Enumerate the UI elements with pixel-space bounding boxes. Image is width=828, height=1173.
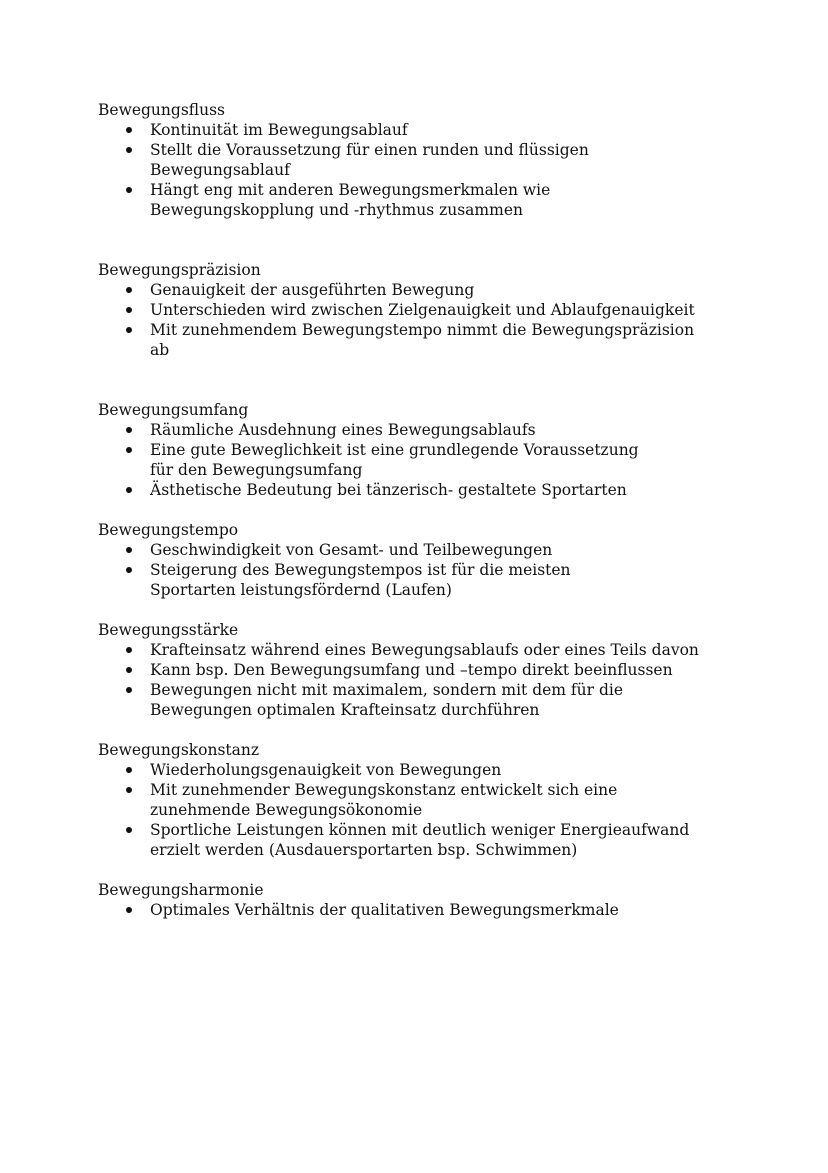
bullet-icon <box>126 447 132 453</box>
list-item <box>150 900 718 920</box>
bullet-icon <box>126 567 132 573</box>
list-item-text: Geschwindigkeit von Gesamt- und Teilbewegungen <box>150 541 553 559</box>
list-item-text: Sportliche Leistungen können mit deutlich weniger Energieaufwand erzielt werden (Ausdauersportarten bsp. Schwimmen) <box>150 821 690 859</box>
bullet-list <box>98 640 718 720</box>
section-heading: Bewegungspräzision <box>98 261 261 279</box>
bullet-icon <box>126 547 132 553</box>
bullet-icon <box>126 667 132 673</box>
bullet-icon <box>126 647 132 653</box>
list-item-text: Unterschieden wird zwischen Zielgenauigkeit und Ablaufgenauigkeit <box>150 301 695 319</box>
bullet-icon <box>126 127 132 133</box>
list-item <box>150 440 718 480</box>
list-item-text: Kann bsp. Den Bewegungsumfang und –tempo direkt beeinflussen <box>150 661 673 679</box>
section-bewegungstempo <box>98 520 718 600</box>
list-item <box>150 660 718 680</box>
list-item-text: Hängt eng mit anderen Bewegungsmerkmalen wie Bewegungskopplung und -rhythmus zusammen <box>150 181 551 219</box>
list-item <box>150 480 718 500</box>
list-item <box>150 760 718 780</box>
bullet-list <box>98 900 718 920</box>
list-item-text: Bewegungen nicht mit maximalem, sondern mit dem für die Bewegungen optimalen Krafteinsatz durchführen <box>150 681 624 719</box>
bullet-icon <box>126 787 132 793</box>
list-item <box>150 680 718 720</box>
list-item-text: Wiederholungsgenauigkeit von Bewegungen <box>150 761 502 779</box>
list-item <box>150 120 718 140</box>
bullet-icon <box>126 907 132 913</box>
bullet-list <box>98 120 718 220</box>
list-item-text: Eine gute Beweglichkeit ist eine grundlegende Voraussetzung für den Bewegungsumfang <box>150 441 639 479</box>
bullet-list <box>98 280 718 360</box>
list-item-text: Stellt die Voraussetzung für einen runden und flüssigen Bewegungsablauf <box>150 141 589 179</box>
list-item <box>150 640 718 660</box>
list-item-text: Kontinuität im Bewegungsablauf <box>150 121 408 139</box>
list-item-text: Ästhetische Bedeutung bei tänzerisch- gestaltete Sportarten <box>150 481 627 499</box>
section-bewegungsharmonie <box>98 880 718 920</box>
bullet-icon <box>126 767 132 773</box>
list-item-text: Steigerung des Bewegungstempos ist für die meisten Sportarten leistungsfördernd (Laufen) <box>150 561 571 599</box>
list-item <box>150 540 718 560</box>
section-heading: Bewegungsumfang <box>98 401 249 419</box>
list-item-text: Mit zunehmendem Bewegungstempo nimmt die Bewegungspräzision ab <box>150 321 695 359</box>
list-item-text: Mit zunehmender Bewegungskonstanz entwickelt sich eine zunehmende Bewegungsökonomie <box>150 781 618 819</box>
list-item-text: Genauigkeit der ausgeführten Bewegung <box>150 281 475 299</box>
section-bewegungspraezision <box>98 260 718 360</box>
bullet-icon <box>126 307 132 313</box>
bullet-icon <box>126 187 132 193</box>
bullet-icon <box>126 327 132 333</box>
list-item <box>150 820 718 860</box>
bullet-list <box>98 420 718 500</box>
bullet-icon <box>126 287 132 293</box>
list-item <box>150 420 718 440</box>
bullet-list <box>98 760 718 860</box>
list-item-text: Optimales Verhältnis der qualitativen Bewegungsmerkmale <box>150 901 619 919</box>
list-item-text: Krafteinsatz während eines Bewegungsablaufs oder eines Teils davon <box>150 641 699 659</box>
list-item <box>150 140 718 180</box>
section-bewegungsstaerke <box>98 620 718 720</box>
section-heading: Bewegungskonstanz <box>98 741 260 759</box>
list-item <box>150 280 718 300</box>
bullet-icon <box>126 487 132 493</box>
bullet-icon <box>126 827 132 833</box>
bullet-list <box>98 540 718 600</box>
list-item <box>150 300 718 320</box>
section-bewegungsfluss <box>98 100 718 220</box>
section-heading: Bewegungsstärke <box>98 621 239 639</box>
section-bewegungsumfang <box>98 400 718 500</box>
list-item <box>150 780 718 820</box>
list-item-text: Räumliche Ausdehnung eines Bewegungsablaufs <box>150 421 536 439</box>
section-bewegungskonstanz <box>98 740 718 860</box>
list-item <box>150 180 718 220</box>
document-content <box>98 100 718 920</box>
list-item <box>150 560 718 600</box>
section-heading: Bewegungstempo <box>98 521 239 539</box>
bullet-icon <box>126 147 132 153</box>
section-heading: Bewegungsharmonie <box>98 881 264 899</box>
bullet-icon <box>126 687 132 693</box>
list-item <box>150 320 718 360</box>
bullet-icon <box>126 427 132 433</box>
section-heading: Bewegungsfluss <box>98 101 225 119</box>
